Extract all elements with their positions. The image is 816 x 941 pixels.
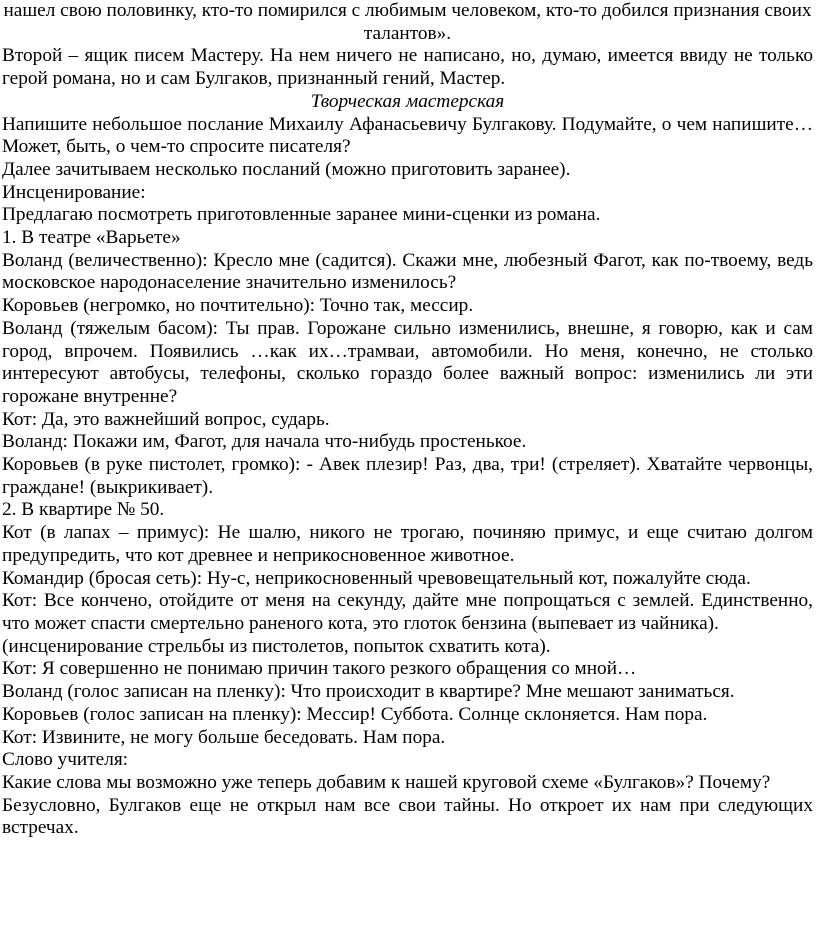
scene-1-line-korovyev-1: Коровьев (негромко, но почтительно): Точно так, мессир. — [2, 295, 474, 317]
scene-2-line-cat-3: Кот: Я совершенно не понимаю причин такого резкого обращения со мной… — [2, 658, 637, 680]
paragraph-letters-box: Второй – ящик писем Мастеру. На нем ничего не написано, но, думаю, имеется ввиду не только герой романа, но и сам Булгаков, признанный гений, Мастер. — [2, 45, 813, 90]
paragraph-staging-intro: Предлагаю посмотреть приготовленные заранее мини-сценки из романа. — [2, 204, 601, 226]
scene-1-line-woland-1: Воланд (величественно): Кресло мне (садится). Скажи мне, любезный Фагот, как по-твоему, ведь московское народонаселение значительно изменилось? — [2, 249, 813, 294]
paragraph-scheme-question: Какие слова мы возможно уже теперь добавим к нашей круговой схеме «Булгаков»? Почему? — [2, 771, 771, 793]
section-heading-creative-workshop: Творческая мастерская — [310, 90, 505, 112]
scene-1-line-korovyev-2: Коровьев (в руке пистолет, громко): - Авек плезир! Раз, два, три! (стреляет). Хватайте червонцы, граждане! (выкрикивает). — [2, 454, 813, 498]
scene-2-line-cat-2: Кот: Все кончено, отойдите от меня на секунду, дайте мне попрощаться с землей. Единственно, что может спасти смертельно раненого кота, это глоток бензина (выпевает из чайника). — [2, 590, 813, 634]
scene-2-line-korovyev: Коровьев (голос записан на пленку): Мессир! Суббота. Солнце склоняется. Нам пора. — [2, 703, 708, 725]
paragraph-write-message: Напишите небольшое послание Михаилу Афанасьевичу Булгакову. Подумайте, о чем напишите… Может, быть, о чем-то спросите писателя? — [2, 113, 813, 158]
scene-1-line-woland-2: Воланд (тяжелым басом): Ты прав. Горожане сильно изменились, внешне, я говорю, как и сам город, впрочем. Появились …как их…трамваи, автомобили. Но меня, конечно, не столько интересуют автобусы, телефоны, сколько гораздо более важный вопрос: изменились ли эти горожане внутренне? — [2, 317, 813, 407]
scene-2-line-commander: Командир (бросая сеть): Ну-с, неприкосновенный чревовещательный кот, пожалуйте сюда. — [2, 567, 751, 589]
paragraph-read-messages: Далее зачитываем несколько посланий (можно приготовить заранее). — [2, 158, 571, 180]
scene-2-line-cat-4: Кот: Извините, не могу больше беседовать. Нам пора. — [2, 726, 446, 748]
paragraph-staging-label: Инсценирование: — [2, 181, 146, 203]
scene-1-line-cat-1: Кот: Да, это важнейший вопрос, сударь. — [2, 408, 330, 430]
scene-2-line-cat-1: Кот (в лапах – примус): Не шалю, никого не трогаю, починяю примус, и еще считаю долгом предупредить, что кот древнее и неприкосновенное животное. — [2, 522, 813, 566]
paragraph-teacher-word-label: Слово учителя: — [2, 749, 129, 771]
document-page — [2, 0, 813, 840]
paragraph-intro-continuation: нашел свою половинку, кто-то помирился с любимым человеком, кто-то добился признания своих талантов». — [3, 0, 812, 44]
paragraph-closing: Безусловно, Булгаков еще не открыл нам все свои тайны. Но откроет их нам при следующих встречах. — [2, 794, 813, 839]
scene-2-line-woland: Воланд (голос записан на пленку): Что происходит в квартире? Мне мешают заниматься. — [2, 681, 735, 703]
scene-1-line-woland-3: Воланд: Покажи им, Фагот, для начала что-нибудь простенькое. — [2, 431, 527, 453]
scene-2-title: 2. В квартире № 50. — [2, 499, 165, 521]
scene-2-stage-direction: (инсценирование стрельбы из пистолетов, попыток схватить кота). — [2, 635, 551, 657]
scene-1-title: 1. В театре «Варьете» — [2, 227, 181, 249]
